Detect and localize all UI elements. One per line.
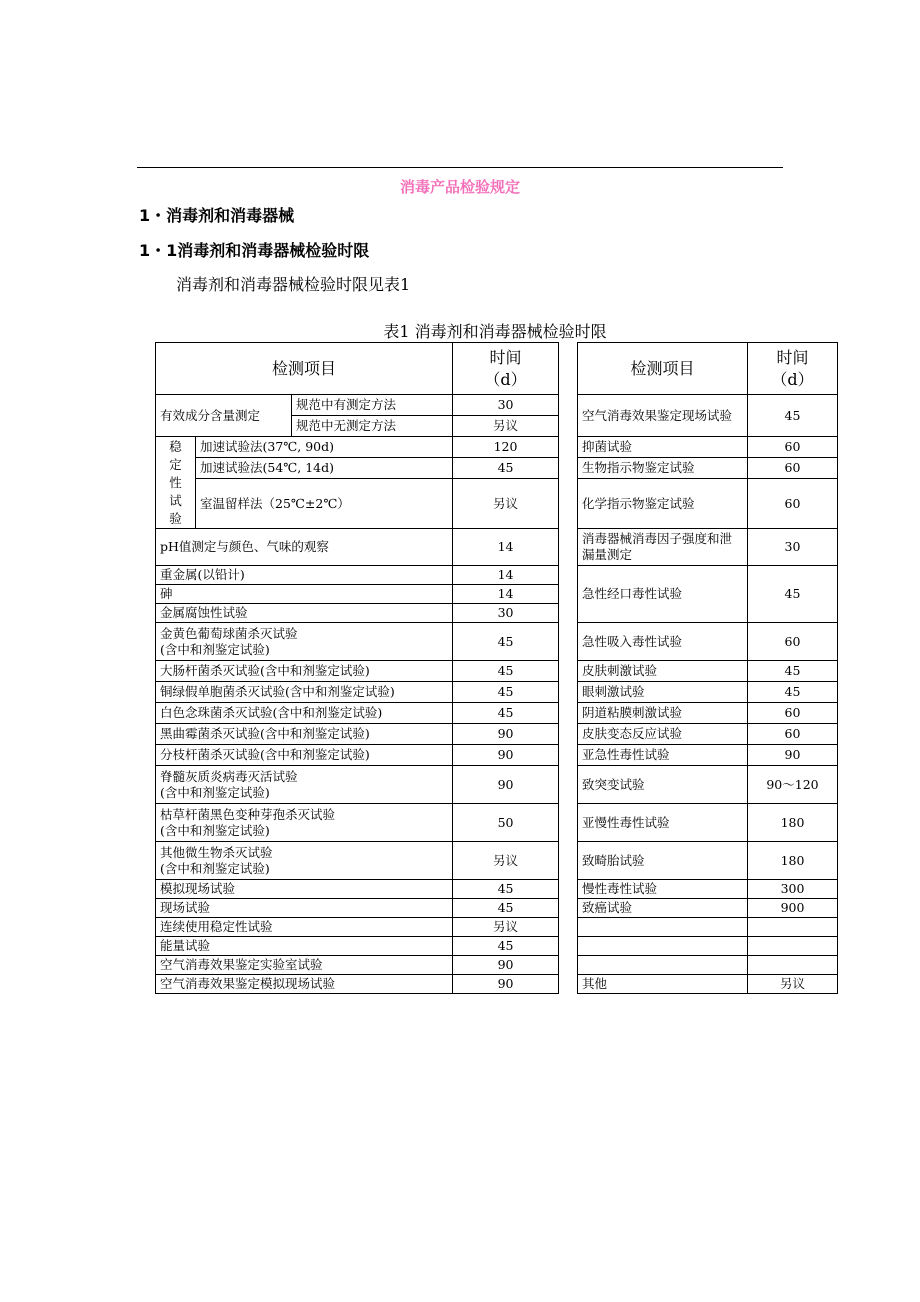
table-row-label: 白色念珠菌杀灭试验(含中和剂鉴定试验) (156, 703, 453, 724)
table-row-label-line1: 金黄色葡萄球菌杀灭试验 (160, 625, 298, 641)
table-row-label: 砷 (156, 585, 453, 604)
header-rule (137, 167, 783, 168)
table-row-value: 50 (453, 804, 559, 842)
table-row-value: 180 (748, 804, 838, 842)
table-row-value: 90 (453, 766, 559, 804)
table-row-label: 空气消毒效果鉴定实验室试验 (156, 956, 453, 975)
header-time (748, 343, 838, 395)
table-row-value: 45 (453, 623, 559, 661)
table-row-label: 分枝杆菌杀灭试验(含中和剂鉴定试验) (156, 745, 453, 766)
table-row-label: 其他 (578, 975, 748, 994)
table-row-value: 300 (748, 880, 838, 899)
active-val1: 30 (453, 395, 559, 416)
section-heading-1: 1・消毒剂和消毒器械 (139, 206, 295, 225)
stability-row-value: 45 (453, 458, 559, 479)
table-row-value: 90 (748, 745, 838, 766)
table-row-label-line2: (含中和剂鉴定试验) (160, 822, 270, 838)
table-row-value: 45 (453, 937, 559, 956)
table-row-label: 连续使用稳定性试验 (156, 918, 453, 937)
table-row-value: 30 (748, 529, 838, 566)
table-row-label-line1: 枯草杆菌黑色变种芽孢杀灭试验 (160, 806, 336, 822)
table-row-label (578, 937, 748, 956)
stability-row-value: 另议 (453, 479, 559, 529)
table-row-label: 眼刺激试验 (578, 682, 748, 703)
table-row-value: 45 (453, 703, 559, 724)
table-row-label: 阴道粘膜刺激试验 (578, 703, 748, 724)
table-row-label: 抑菌试验 (578, 437, 748, 458)
table-row-label: 重金属(以铅计) (156, 566, 453, 585)
table-row-value: 90 (453, 724, 559, 745)
table-row-value: 60 (748, 479, 838, 529)
header-item: 检测项目 (156, 343, 453, 395)
table-row-label (156, 766, 453, 804)
ph-value: 14 (453, 529, 559, 566)
table-row-label: 皮肤变态反应试验 (578, 724, 748, 745)
table-row-label (578, 918, 748, 937)
table-row-label: 空气消毒效果鉴定模拟现场试验 (156, 975, 453, 994)
header-time-line2: （d） (771, 369, 814, 389)
table-row-value: 30 (453, 604, 559, 623)
table-row-value: 45 (748, 661, 838, 682)
table-row-label: 金属腐蚀性试验 (156, 604, 453, 623)
table-row-value: 60 (748, 724, 838, 745)
header-time-line1: 时间 (489, 347, 522, 367)
table-row-value: 90 (453, 745, 559, 766)
table-row-value: 90 (453, 956, 559, 975)
table-row-value: 45 (453, 661, 559, 682)
table-row-label: 致突变试验 (578, 766, 748, 804)
table-row-label: 亚慢性毒性试验 (578, 804, 748, 842)
section-heading-1-1: 1・1消毒剂和消毒器械检验时限 (139, 241, 370, 260)
table-row-value: 60 (748, 437, 838, 458)
table-row-value: 14 (453, 585, 559, 604)
stability-label-text: 稳定性试验 (169, 438, 182, 526)
table-row-label: 消毒器械消毒因子强度和泄漏量测定 (578, 529, 748, 566)
table-row-value: 900 (748, 899, 838, 918)
table-row-label-line2: (含中和剂鉴定试验) (160, 784, 270, 800)
active-sub2: 规范中无测定方法 (292, 416, 453, 437)
table-row-label: 大肠杆菌杀灭试验(含中和剂鉴定试验) (156, 661, 453, 682)
table-row-value (748, 956, 838, 975)
header-time-line1: 时间 (776, 347, 809, 367)
table-row-label: 急性经口毒性试验 (578, 566, 748, 623)
stability-row-label: 加速试验法(37℃, 90d) (196, 437, 453, 458)
table-row-label-line1: 其他微生物杀灭试验 (160, 844, 273, 860)
left-table (155, 342, 559, 994)
table-caption: 表1 消毒剂和消毒器械检验时限 (383, 322, 607, 341)
table-row-label: 亚急性毒性试验 (578, 745, 748, 766)
active-val2: 另议 (453, 416, 559, 437)
table-row-label: 铜绿假单胞菌杀灭试验(含中和剂鉴定试验) (156, 682, 453, 703)
table-row-value: 45 (748, 395, 838, 437)
table-row-label (156, 842, 453, 880)
table-row-label-line2: (含中和剂鉴定试验) (160, 860, 270, 876)
stability-row-value: 120 (453, 437, 559, 458)
table-row-label (156, 804, 453, 842)
table-row-label-line2: (含中和剂鉴定试验) (160, 641, 270, 657)
table-row-label: 慢性毒性试验 (578, 880, 748, 899)
table-row-value (748, 937, 838, 956)
table-row-value: 45 (453, 682, 559, 703)
table-row-value: 90 (453, 975, 559, 994)
table-row-label: 能量试验 (156, 937, 453, 956)
table-row-label: 化学指示物鉴定试验 (578, 479, 748, 529)
right-table (577, 342, 838, 994)
table-row-label: 黑曲霉菌杀灭试验(含中和剂鉴定试验) (156, 724, 453, 745)
table-row-value: 60 (748, 458, 838, 479)
table-row-value: 14 (453, 566, 559, 585)
table-row-value: 45 (453, 880, 559, 899)
table-row-value: 90～120 (748, 766, 838, 804)
table-row-label (578, 956, 748, 975)
table-row-value: 另议 (748, 975, 838, 994)
document-title: 消毒产品检验规定 (399, 178, 520, 196)
table-row-value: 60 (748, 623, 838, 661)
table-row-value: 60 (748, 703, 838, 724)
table-row-label: 现场试验 (156, 899, 453, 918)
stability-label (156, 437, 196, 529)
header-item: 检测项目 (578, 343, 748, 395)
intro-paragraph: 消毒剂和消毒器械检验时限见表1 (176, 275, 411, 294)
table-row-label: 致畸胎试验 (578, 842, 748, 880)
table-row-label: 致癌试验 (578, 899, 748, 918)
table-row-value: 45 (453, 899, 559, 918)
ph-label: pH值测定与颜色、气味的观察 (156, 529, 453, 566)
table-row-label: 急性吸入毒性试验 (578, 623, 748, 661)
table-row-value: 45 (748, 566, 838, 623)
stability-row-label: 加速试验法(54℃, 14d) (196, 458, 453, 479)
table-row-label: 皮肤刺激试验 (578, 661, 748, 682)
active-sub1: 规范中有测定方法 (292, 395, 453, 416)
stability-row-label: 室温留样法（25℃±2℃） (196, 479, 453, 529)
table-row-value (748, 918, 838, 937)
table-row-value: 45 (748, 682, 838, 703)
active-label: 有效成分含量测定 (156, 395, 292, 437)
table-row-label-line1: 脊髓灰质炎病毒灭活试验 (160, 768, 298, 784)
table-row-label: 空气消毒效果鉴定现场试验 (578, 395, 748, 437)
header-time-line2: （d） (484, 369, 527, 389)
table-row-value: 另议 (453, 842, 559, 880)
table-row-label: 模拟现场试验 (156, 880, 453, 899)
table-row-label: 生物指示物鉴定试验 (578, 458, 748, 479)
header-time (453, 343, 559, 395)
table-row-value: 另议 (453, 918, 559, 937)
table-row-value: 180 (748, 842, 838, 880)
table-row-label (156, 623, 453, 661)
